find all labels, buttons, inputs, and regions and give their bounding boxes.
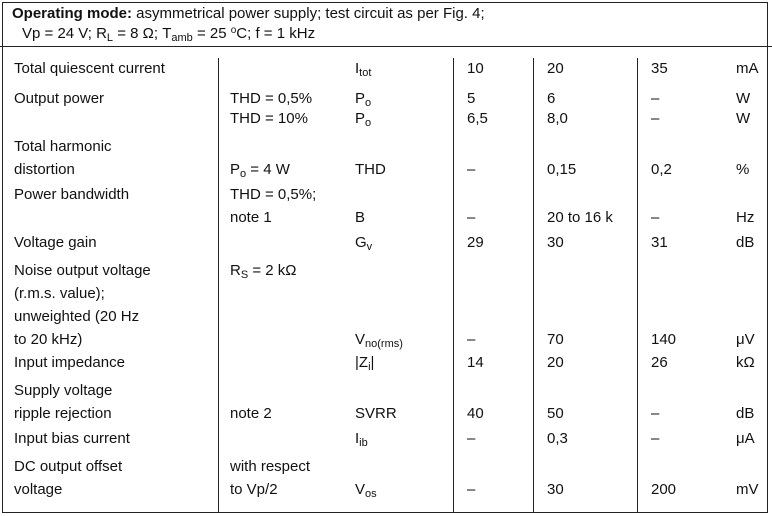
- unit: W: [736, 90, 751, 107]
- vp-condition: Vp = 24 V; R: [22, 25, 107, 42]
- typ-value: 6: [547, 90, 556, 107]
- symbol: [355, 59, 371, 79]
- symbol-main: P: [355, 90, 366, 107]
- min-value: –: [467, 430, 476, 447]
- param-text: unweighted (20 Hz: [14, 308, 140, 325]
- condition-subscript: o: [240, 168, 247, 180]
- typ-value: 20 to 16 k: [547, 209, 613, 226]
- min-value: 29: [467, 234, 484, 251]
- symbol: [355, 208, 365, 228]
- max-value: 35: [651, 60, 668, 77]
- param-text: Total quiescent current: [14, 60, 165, 77]
- symbol: [355, 109, 371, 129]
- symbol-subscript: o: [365, 117, 372, 129]
- tamb-subscript: amb: [171, 32, 193, 44]
- condition-text: with respect: [230, 458, 311, 475]
- symbol-subscript: o: [365, 97, 372, 109]
- min-value: 14: [467, 354, 484, 371]
- typ-value: 30: [547, 234, 564, 251]
- table-header: [12, 4, 485, 44]
- condition-symbol: R: [230, 262, 241, 279]
- param-text: Supply voltage: [14, 382, 113, 399]
- min-value: –: [467, 209, 476, 226]
- symbol-main: SVRR: [355, 405, 397, 422]
- symbol: [355, 480, 377, 500]
- param-text: ripple rejection: [14, 405, 112, 422]
- condition-text: THD = 0,5%;: [230, 186, 317, 203]
- typ-value: 70: [547, 331, 564, 348]
- unit: dB: [736, 234, 755, 251]
- max-value: 31: [651, 234, 668, 251]
- symbol-main: I: [355, 60, 360, 77]
- symbol-main: |Z: [355, 354, 369, 371]
- unit: Hz: [736, 209, 755, 226]
- param-text: to 20 kHz): [14, 331, 83, 348]
- header-line-2: [12, 24, 485, 44]
- param-text: Noise output voltage: [14, 262, 151, 279]
- symbol-subscript: v: [366, 241, 373, 253]
- typ-value: 8,0: [547, 110, 568, 127]
- column-divider-1: [218, 58, 219, 512]
- condition-text: THD = 10%: [230, 110, 308, 127]
- symbol: [355, 89, 371, 109]
- max-value: –: [651, 209, 660, 226]
- symbol-subscript: i: [368, 361, 371, 373]
- header-divider: [0, 46, 772, 47]
- symbol-tail: |: [370, 354, 375, 371]
- symbol: [355, 330, 403, 350]
- unit: W: [736, 110, 751, 127]
- column-divider-4: [637, 58, 638, 512]
- condition-subscript: S: [240, 269, 249, 281]
- column-divider-2: [453, 58, 454, 512]
- condition-text: to Vp/2: [230, 481, 278, 498]
- typ-value: 20: [547, 60, 564, 77]
- condition-text: note 1: [230, 209, 272, 226]
- param-text: Input impedance: [14, 354, 125, 371]
- min-value: 40: [467, 405, 484, 422]
- min-value: 5: [467, 90, 476, 107]
- param-text: Voltage gain: [14, 234, 97, 251]
- max-value: 0,2: [651, 161, 672, 178]
- typ-value: 50: [547, 405, 564, 422]
- symbol: [355, 233, 372, 253]
- symbol-subscript: os: [365, 488, 377, 500]
- max-value: –: [651, 90, 660, 107]
- typ-value: 20: [547, 354, 564, 371]
- rl-subscript: L: [106, 32, 114, 44]
- typ-value: 30: [547, 481, 564, 498]
- min-value: –: [467, 331, 476, 348]
- max-value: –: [651, 405, 660, 422]
- param-text: DC output offset: [14, 458, 123, 475]
- max-value: –: [651, 430, 660, 447]
- unit: μV: [736, 331, 755, 348]
- param-text: (r.m.s. value);: [14, 285, 105, 302]
- symbol-main: V: [355, 481, 366, 498]
- typ-value: 0,15: [547, 161, 577, 178]
- rl-condition: = 8 Ω; T: [113, 25, 172, 42]
- typ-value: 0,3: [547, 430, 568, 447]
- symbol-subscript: no(rms): [365, 338, 403, 350]
- max-value: 140: [651, 331, 677, 348]
- param-text: Power bandwidth: [14, 186, 130, 203]
- min-value: 10: [467, 60, 484, 77]
- frequency-condition: C; f = 1 kHz: [236, 25, 316, 42]
- condition-value: = 2 kΩ: [248, 262, 297, 279]
- column-divider-3: [533, 58, 534, 512]
- operating-mode-label: Operating mode:: [12, 5, 133, 22]
- condition-text: [230, 261, 297, 281]
- symbol-main: B: [355, 209, 366, 226]
- degree-symbol: o: [230, 25, 237, 36]
- symbol-subscript: tot: [359, 67, 372, 79]
- operating-mode-text: asymmetrical power supply; test circuit as per Fig. 4;: [132, 5, 485, 22]
- symbol-main: I: [355, 430, 360, 447]
- unit: mA: [736, 60, 759, 77]
- unit: μA: [736, 430, 755, 447]
- symbol-main: G: [355, 234, 367, 251]
- condition-text: THD = 0,5%: [230, 90, 313, 107]
- symbol-subscript: ib: [359, 437, 368, 449]
- min-value: –: [467, 481, 476, 498]
- max-value: 200: [651, 481, 677, 498]
- symbol: [355, 353, 374, 373]
- symbol-main: THD: [355, 161, 386, 178]
- header-line-1: [12, 4, 485, 24]
- min-value: –: [467, 161, 476, 178]
- unit: mV: [736, 481, 759, 498]
- unit: dB: [736, 405, 755, 422]
- symbol: [355, 404, 397, 424]
- condition-text: [230, 160, 290, 180]
- symbol: [355, 429, 368, 449]
- param-text: voltage: [14, 481, 63, 498]
- param-text: Output power: [14, 90, 105, 107]
- unit: %: [736, 161, 750, 178]
- param-text: distortion: [14, 161, 75, 178]
- param-text: Total harmonic: [14, 138, 112, 155]
- symbol-main: V: [355, 331, 366, 348]
- symbol-main: P: [355, 110, 366, 127]
- condition-value: = 4 W: [246, 161, 290, 178]
- max-value: 26: [651, 354, 668, 371]
- max-value: –: [651, 110, 660, 127]
- tamb-condition: = 25: [192, 25, 231, 42]
- param-text: Input bias current: [14, 430, 130, 447]
- condition-text: note 2: [230, 405, 272, 422]
- symbol: [355, 160, 386, 180]
- unit: kΩ: [736, 354, 755, 371]
- min-value: 6,5: [467, 110, 488, 127]
- condition-symbol: P: [230, 161, 241, 178]
